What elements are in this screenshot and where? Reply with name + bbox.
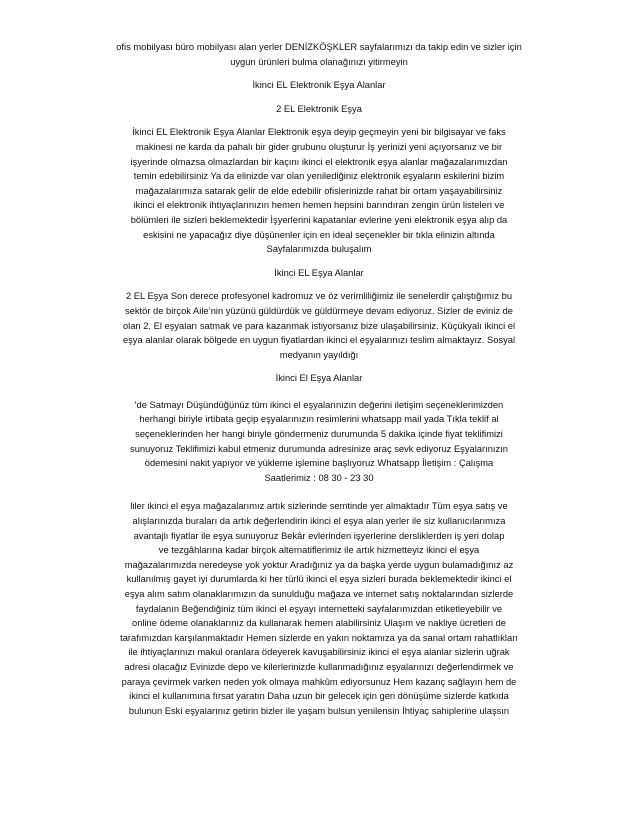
text-line: herhangi biriyle irtibata geçip eşyalarınızın resimlerini whatsapp mail yada Tıkla teklif al [139,414,499,425]
text-line: ile ihtiyaçlarınızı makul oranlara ödeyerek kavuşabilirsiniz ikinci el eşya alanlar sizlerin uğrak [128,647,510,658]
text-line: uygun ürünleri bulma olanağınızı yitirmeyin [230,56,408,67]
text-line: mağazalarımızda neredeyse yok yoktur Aradığınız ya da başka yerde uygun bulamadığınız az [124,559,514,570]
text-line: eşya alım satım olanaklarımızın da sunulduğu mağaza ve internet satış noktalarından sizlerde [124,589,514,599]
text-line: sektör de birçok Aile’nin yüzünü güldürdük ve güldürmeye devam ediyoruz. Sizler de eviniz de [125,305,513,316]
section-heading: İkinci El Eşya Alanlar [275,373,363,384]
text-line: ikinci el kullanımına fırsat yaratın Daha uzun bir gelecek için geri dönüşüme sizlerde katkıda [129,691,509,702]
text-line: tarafımızdan karşılanmaktadır Hemen sizlerde en yakın noktamıza ya da sanal ortam rahatlıkları [120,632,518,643]
text-line: Sayfalarımızda buluşalım [266,244,372,255]
text-line: adresi olacağız Evinizde depo ve kilerlerinizde kullanmadığınız eşyalarınızı değerlendirmek ve [124,661,514,672]
paragraph [88,398,550,486]
text-line: medyanın yayıldığı [279,349,359,360]
paragraph [88,125,550,256]
text-line: kullanılmış gayet iyi durumlarda ki her türlü ikinci el eşya sizleri burada beklemektedir ikinci el [126,574,512,585]
text-line: bulunun Eski eşyalarınız getirin bizler ile yaşam bulsun yenilensin İhtiyaç sahiplerine ulaşsın [128,705,510,716]
text-line: Saatlerimiz : 08 30 - 23 30 [264,472,374,483]
text-line: ve tezgâhlarına kadar birçok alternatiflerimiz ile artık hizmetteyiz ikinci el eşya [158,545,480,556]
paragraph [88,499,550,718]
text-line: ödemesini nakit yapıyor ve yükleme işlemine başlıyoruz Whatsapp İletişim : Çalışma [144,458,494,469]
document-page [88,40,550,718]
section-heading: İkinci EL Elektronik Eşya Alanlar [252,80,386,91]
text-line: online ödeme olanaklarınız da kullanarak hemen alabilirsiniz Ulaşım ve nakliye ücretleri de [132,618,506,629]
text-line: faydalanın Beğendiğiniz tüm ikinci el eşyayı internetteki sayfalarımızdan etiketleyebilir ve [135,603,503,614]
text-line: alışlarınızda buraları da artık değerlendirin ikinci el eşya alan yerler ile siz kullanıcılarımıza [132,516,506,527]
section-heading: 2 EL Elektronik Eşya [276,103,362,114]
text-line: paraya çevirmek varken neden yok olmaya mahkûm ediyorsunuz Hem kazanç sağlayın hem de [121,676,517,687]
text-line: ofis mobilyası büro mobilyası alan yerler DENİZKÖŞKLER sayfalarımızı da takip edin ve sizler için [116,42,522,52]
text-line: olan 2. El eşyaları satmak ve para kazanmak istiyorsanız bize ulaşabilirsiniz. Küçükyalı ikinci el [122,320,516,331]
text-line: mağazalarımıza satarak gelir de elde edebilir ofislerinizde rahat bir ortam yaşayabilirsiniz [135,185,503,196]
text-line: İkinci EL Elektronik Eşya Alanlar Elektronik eşya deyip geçmeyin yeni bir bilgisayar ve faks [132,127,506,138]
text-line: avantajlı fiyatlar ile eşya sunuyoruz Bekâr evlerinden işyerlerine dersliklerden iş yeri dolap [133,530,505,541]
paragraph [88,289,550,362]
text-line: ikinci el elektronik ihtiyaçlarınızın hemen hemen hepsini barındıran zengin ürün listeleri ve [133,200,505,211]
text-line: bölümleri ile sizleri beklemektedir İşyerlerini kapatanlar evlerine yeni elektronik eşya alıp da [130,214,508,225]
text-line: eşya alanlar olarak bölgede en uygun fiyatlardan ikinci el eşyalarınızı teslim almaktayız. Sosyal [122,335,516,346]
text-line: 'de Satmayı Düşündüğünüz tüm ikinci el eşyalarınızın değerini iletişim seçeneklerimizden [134,399,504,410]
text-line: işyerinde olmazsa olmazlardan bir kaçını ikinci el elektronik eşya alanlar mağazalarımızdan [130,156,508,167]
text-line: eskisini ne yapacağız diye düşünenler için en ideal seçenekler bir tıkla elinizin altında [143,229,495,240]
text-line: makinesi ne karda da pahalı bir gider grubunu oluşturur İş yerinizi yeni açıyorsanız ve bir [135,141,503,152]
text-line: seçeneklerinden her hangi biriyle göndermeniz durumunda 5 dakika içinde fiyat teklifimizi [135,429,503,440]
section-heading: İkinci EL Eşya Alanlar [274,267,364,278]
text-line: liler ikinci el eşya mağazalarımız artık sizlerinde semtinde yer almaktadır Tüm eşya satış ve [130,501,508,512]
text-line: temin edebilirsiniz Ya da elinizde var olan yenilediğiniz elektronik eşyaların eskilerini bizim [133,171,505,182]
text-line: sunuyoruz Teklifimizi kabul etmeniz durumunda adresinize araç sevk ediyoruz Eşyalarınızın [130,443,508,454]
intro-paragraph [88,40,550,69]
text-line: 2 EL Eşya Son derece profesyonel kadromuz ve öz verimliliğimiz ile senelerdir çalıştığımız bu [125,291,513,302]
